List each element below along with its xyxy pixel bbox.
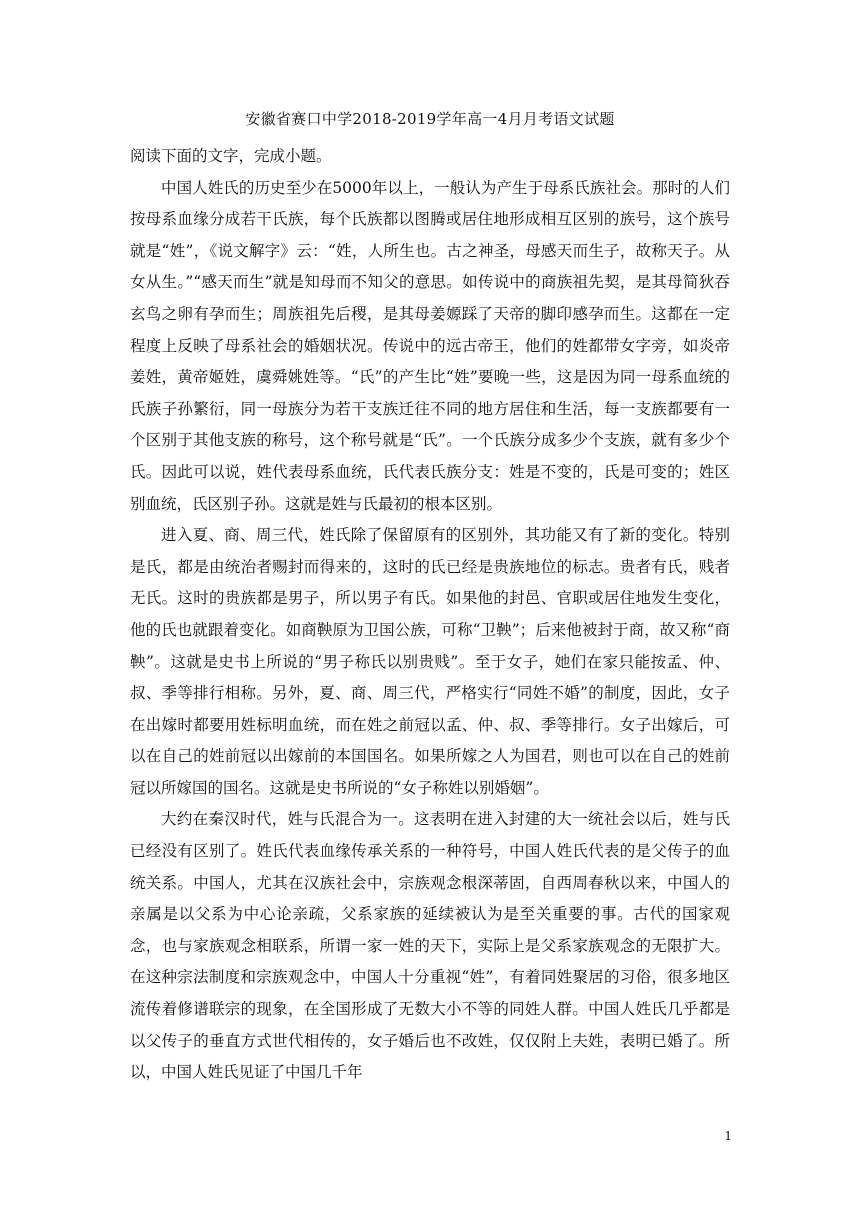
page-number: 1 [724, 1129, 732, 1143]
document-body [130, 141, 730, 1089]
paragraph-1: 中国人姓氏的历史至少在5000年以上，一般认为产生于母系氏族社会。那时的人们按母系血缘分成若干氏族，每个氏族都以图腾或居住地形成相互区别的族号，这个族号就是“姓”，《说文解字》云：“姓，人所生也。古之神圣，母感天而生子，故称天子。从女从生。”“感天而生”就是知母而不知父的意思。如传说中的商族祖先契，是其母简狄吞玄鸟之卵有孕而生；周族祖先后稷，是其母姜嫄踩了天帝的脚印感孕而生。这都在一定程度上反映了母系社会的婚姻状况。传说中的远古帝王，他们的姓都带女字旁，如炎帝姜姓，黄帝姬姓，虞舜姚姓等。“氏”的产生比“姓”要晚一些，这是因为同一母系血统的氏族子孙繁衍，同一母族分为若干支族迁往不同的地方居住和生活，每一支族都要有一个区别于其他支族的称号，这个称号就是“氏”。一个氏族分成多少个支族，就有多少个氏。因此可以说，姓代表母系血统，氏代表氏族分支：姓是不变的，氏是可变的；姓区别血统，氏区别子孙。这就是姓与氏最初的根本区别。 [130, 178, 730, 513]
paragraph-3: 大约在秦汉时代，姓与氏混合为一。这表明在进入封建的大一统社会以后，姓与氏已经没有区别了。姓氏代表血缘传承关系的一种符号，中国人姓氏代表的是父传子的血统关系。中国人，尤其在汉族社会中，宗族观念根深蒂固，自西周春秋以来，中国人的亲属是以父系为中心论亲疏，父系家族的延续被认为是至关重要的事。古代的国家观念，也与家族观念相联系，所谓一家一姓的天下，实际上是父系家族观念的无限扩大。在这种宗法制度和宗族观念中，中国人十分重视“姓”，有着同姓聚居的习俗，很多地区流传着修谱联宗的现象，在全国形成了无数大小不等的同姓人群。中国人姓氏几乎都是以父传子的垂直方式世代相传的，女子婚后也不改姓，仅仅附上夫姓，表明已婚了。所以，中国人姓氏见证了中国几千年 [130, 810, 730, 1082]
document-title: 安徽省赛口中学2018-2019学年高一4月月考语文试题 [245, 110, 615, 128]
reading-instruction: 阅读下面的文字，完成小题。 [130, 147, 332, 165]
paragraph-2: 进入夏、商、周三代，姓氏除了保留原有的区别外，其功能又有了新的变化。特别是氏，都是由统治者赐封而得来的，这时的氏已经是贵族地位的标志。贵者有氏，贱者无氏。这时的贵族都是男子，所以男子有氏。如果他的封邑、官职或居住地发生变化，他的氏也就跟着变化。如商鞅原为卫国公族，可称“卫鞅”；后来他被封于商，故又称“商鞅”。这就是史书上所说的“男子称氏以别贵贱”。至于女子，她们在家只能按孟、仲、叔、季等排行相称。另外，夏、商、周三代，严格实行“同姓不婚”的制度，因此，女子在出嫁时都要用姓标明血统，而在姓之前冠以孟、仲、叔、季等排行。女子出嫁后，可以在自己的姓前冠以出嫁前的本国国名。如果所嫁之人为国君，则也可以在自己的姓前冠以所嫁国的国名。这就是史书所说的“女子称姓以别婚姻”。 [130, 526, 730, 797]
